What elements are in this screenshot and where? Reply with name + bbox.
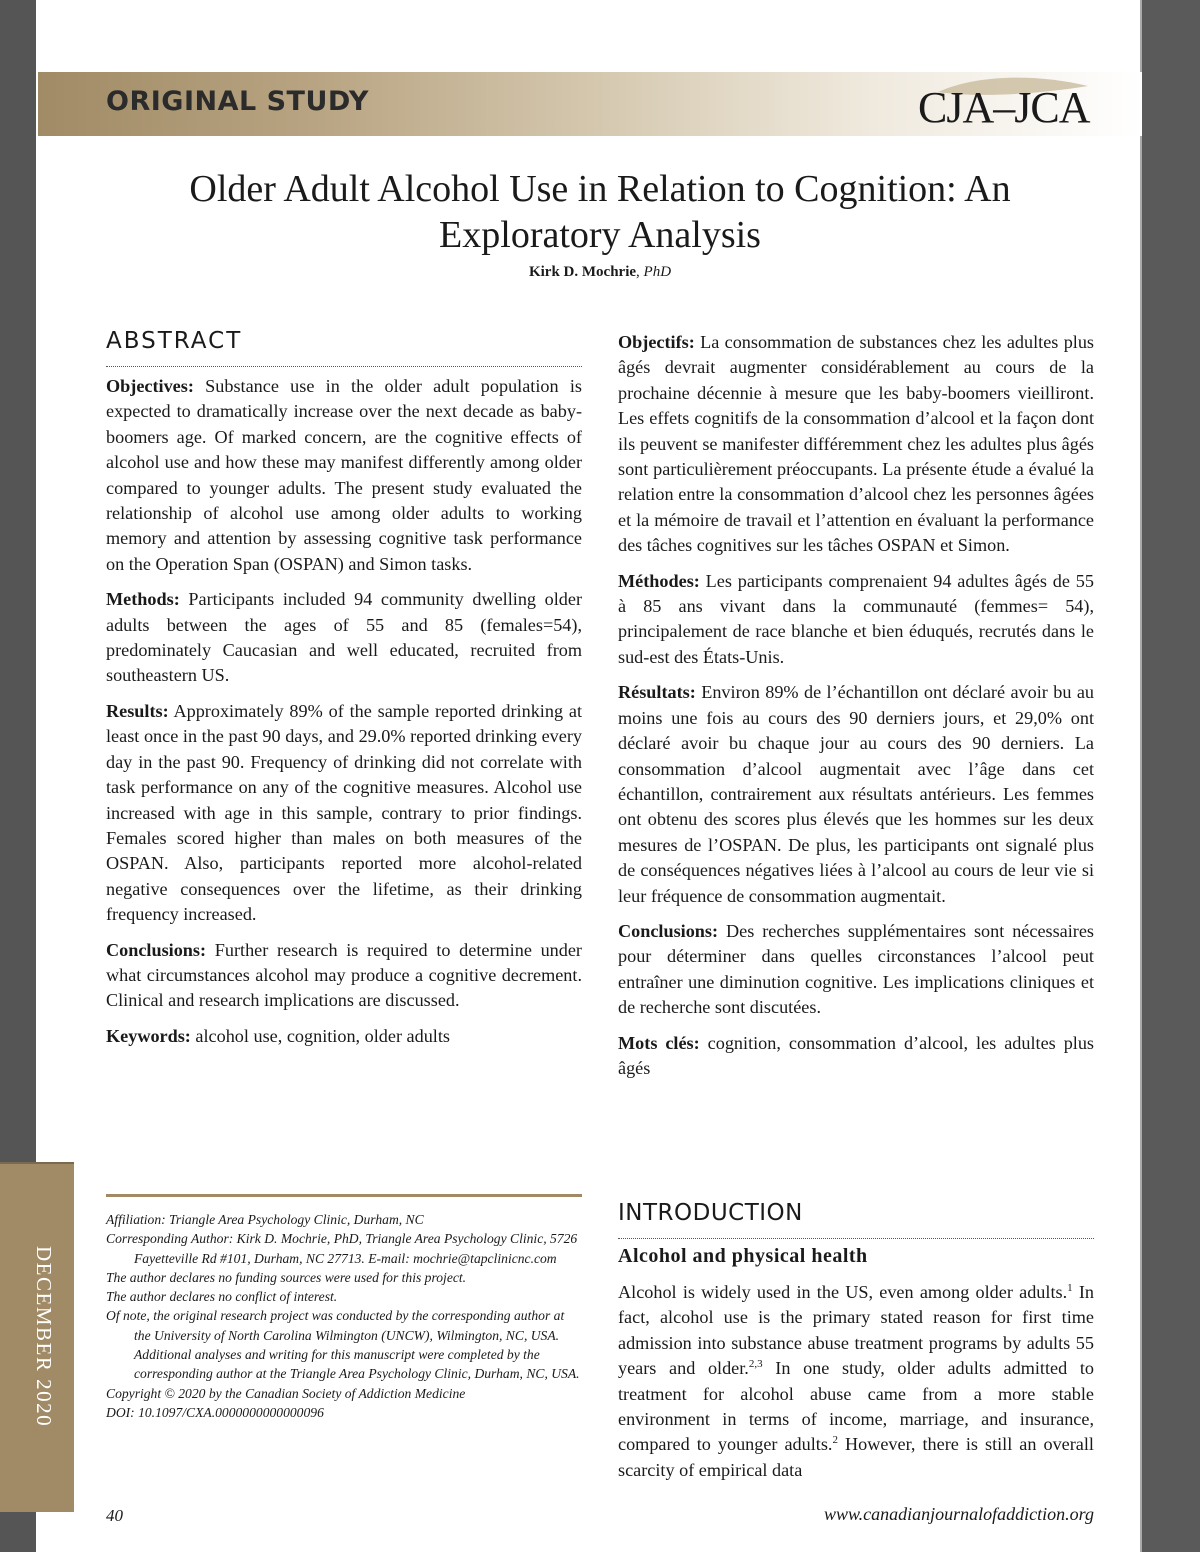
conclusions-fr-text: Des recherches supplémentaires sont nécessaires pour déterminer dans quelles circonstances l’alcool peut entraîner une diminution cognitive. Les implications cliniques et de recherche sont discutées. xyxy=(618,920,1094,1018)
issue-date: DECEMBER 2020 xyxy=(32,1246,56,1428)
abstract-heading: ABSTRACT xyxy=(106,328,243,354)
introduction-divider xyxy=(618,1238,1094,1239)
footnotes xyxy=(106,1210,582,1422)
conclusions-label: Conclusions: xyxy=(106,939,207,960)
keywords-text: alcohol use, cognition, older adults xyxy=(195,1025,450,1046)
citation-ref: 2 xyxy=(832,1434,838,1447)
intro-text-a: Alcohol is widely used in the US, even among older adults. xyxy=(618,1282,1068,1302)
conclusions-fr-label: Conclusions: xyxy=(618,920,719,941)
results-paragraph xyxy=(106,699,582,928)
citation-ref: 1 xyxy=(1067,1281,1073,1294)
footnote-corresponding-author: Corresponding Author: Kirk D. Mochrie, PhD, Triangle Area Psychology Clinic, 5726 Fayetteville Rd #101, Durham, NC 27713. E-mail: mochrie@tapclinicnc.com xyxy=(106,1231,578,1266)
results-text: Approximately 89% of the sample reported drinking at least once in the past 90 days, and 29.0% reported drinking every day in the past 90. Frequency of drinking did not correlate with task performance on any of the cognitive measures. Alcohol use increased with age in this sample, contrary to prior findings. Females scored higher than males on both measures of the OSPAN. Also, participants reported more alcohol-related negative consequences over the lifetime, as their drinking frequency increased. xyxy=(106,700,582,925)
footnote-note: Of note, the original research project was conducted by the corresponding author at the University of North Carolina Wilmington (UNCW), Wilmington, NC, USA. Additional analyses and writing for this manuscript were completed by the corresponding author at the Triangle Area Psychology Clinic, Durham, NC, USA. xyxy=(106,1308,580,1382)
abstract-english xyxy=(106,374,582,1059)
objectives-text: Substance use in the older adult population is expected to dramatically increase over the next decade as baby-boomers age. Of marked concern, are the cognitive effects of alcohol use and how these may manifest differently among older compared to younger adults. The present study evaluated the relationship of alcohol use among older adults to working memory and attention by assessing cognitive task performance on the Operation Span (OSPAN) and Simon tasks. xyxy=(106,376,582,574)
objectifs-paragraph xyxy=(618,330,1094,559)
methods-paragraph xyxy=(106,587,582,689)
methodes-paragraph xyxy=(618,569,1094,671)
right-margin-bar xyxy=(1142,0,1200,1552)
conclusions-paragraph xyxy=(106,938,582,1014)
intro-text-c: In one study, older adults admitted to treatment for alcohol abuse came from a more stable environment in terms of income, marriage, and insurance, compared to younger adults. xyxy=(618,1358,1094,1455)
conclusions-fr-paragraph xyxy=(618,919,1094,1021)
conclusions-text: Further research is required to determine under what circumstances alcohol may produce a cognitive decrement. Clinical and research implications are discussed. xyxy=(106,939,582,1011)
keywords-paragraph xyxy=(106,1024,582,1049)
results-label: Results: xyxy=(106,700,169,721)
journal-logo xyxy=(918,74,1098,138)
author-name: Kirk D. Mochrie xyxy=(528,264,637,280)
methods-label: Methods: xyxy=(106,589,180,610)
intro-text-b: In fact, alcohol use is the primary stated reason for first time admission into substance abuse treatment programs by adults 55 years and older. xyxy=(618,1282,1094,1379)
article-title: Older Adult Alcohol Use in Relation to Cognition: An Exploratory Analysis xyxy=(189,168,1011,256)
author-degree: PhD xyxy=(643,264,672,280)
logo-text: CJA–JCA xyxy=(918,83,1090,132)
footnote-funding: The author declares no funding sources were used for this project. xyxy=(106,1269,467,1285)
abstract-divider xyxy=(106,366,582,367)
author-line: Kirk D. Mochrie, PhD xyxy=(528,264,672,280)
keywords-label: Keywords: xyxy=(106,1025,191,1046)
footnote-doi: DOI: 10.1097/CXA.0000000000000096 xyxy=(106,1404,324,1420)
intro-text-d: However, there is still an overall scarcity of empirical data xyxy=(618,1434,1094,1480)
footnote-copyright: Copyright © 2020 by the Canadian Society of Addiction Medicine xyxy=(106,1385,466,1401)
footnote-rule xyxy=(106,1194,582,1197)
methodes-label: Méthodes: xyxy=(618,570,700,591)
objectives-paragraph xyxy=(106,374,582,577)
mots-label: Mots clés: xyxy=(618,1032,700,1053)
objectives-label: Objectives: xyxy=(106,376,194,396)
methodes-text: Les participants comprenaient 94 adultes âgés de 55 à 85 ans vivant dans la communauté (femmes= 54), principalement de race blanche et bien éduqués, recrutés dans le sud-est des États-Unis. xyxy=(618,570,1094,667)
citation-ref: 2,3 xyxy=(748,1358,763,1371)
resultats-label: Résultats: xyxy=(618,682,696,703)
footnote-conflict: The author declares no conflict of interest. xyxy=(106,1289,338,1305)
methods-text: Participants included 94 community dwelling older adults between the ages of 55 and 85 (females=54), predominately Caucasian and well educated, recruited from southeastern US. xyxy=(106,589,583,686)
introduction-paragraph xyxy=(618,1280,1094,1483)
banner-label: ORIGINAL STUDY xyxy=(106,86,369,117)
mots-paragraph xyxy=(618,1031,1094,1082)
objectifs-text: La consommation de substances chez les adultes plus âgés devrait augmenter considérablement au cours de la prochaine décennie à mesure que les baby-boomers vieilliront. Les effets cognitifs de la consommation d’alcool et la façon dont ils peuvent se manifester différemment chez les adultes plus âgés sont particulièrement préoccupants. La présente étude a évalué la relation entre la consommation d’alcool chez les personnes âgées et la mémoire de travail et l’attention en évaluant la performance des tâches cognitives sur les tâches OSPAN et Simon. xyxy=(618,332,1095,556)
mots-text: cognition, consommation d’alcool, les adultes plus âgés xyxy=(618,1032,1095,1078)
introduction-subheading: Alcohol and physical health xyxy=(618,1245,868,1267)
abstract-french xyxy=(618,330,1094,1091)
page-number: 40 xyxy=(106,1506,123,1525)
introduction-body xyxy=(618,1280,1094,1493)
objectifs-label: Objectifs: xyxy=(618,332,695,352)
journal-url[interactable]: www.canadianjournalofaddiction.org xyxy=(823,1504,1094,1524)
resultats-text: Environ 89% de l’échantillon ont déclaré avoir bu au moins une fois au cours des 90 derniers jours, et 29,0% ont déclaré avoir bu chaque jour au cours des 90 derniers. La consommation d’alcool augmentait avec l’âge dans cet échantillon, contrairement aux résultats antérieurs. Les femmes ont obtenu des scores plus élevés que les hommes sur les deux mesures de l’OSPAN. De plus, les participants ont signalé plus de conséquences négatives liées à l’alcool au cours de leur vie si leur fréquence de consommation augmentait. xyxy=(618,682,1094,906)
footnote-affiliation: Affiliation: Triangle Area Psychology Clinic, Durham, NC xyxy=(106,1212,424,1227)
resultats-paragraph xyxy=(618,680,1094,909)
introduction-heading: INTRODUCTION xyxy=(618,1200,803,1226)
right-margin-edge xyxy=(1140,0,1142,1552)
